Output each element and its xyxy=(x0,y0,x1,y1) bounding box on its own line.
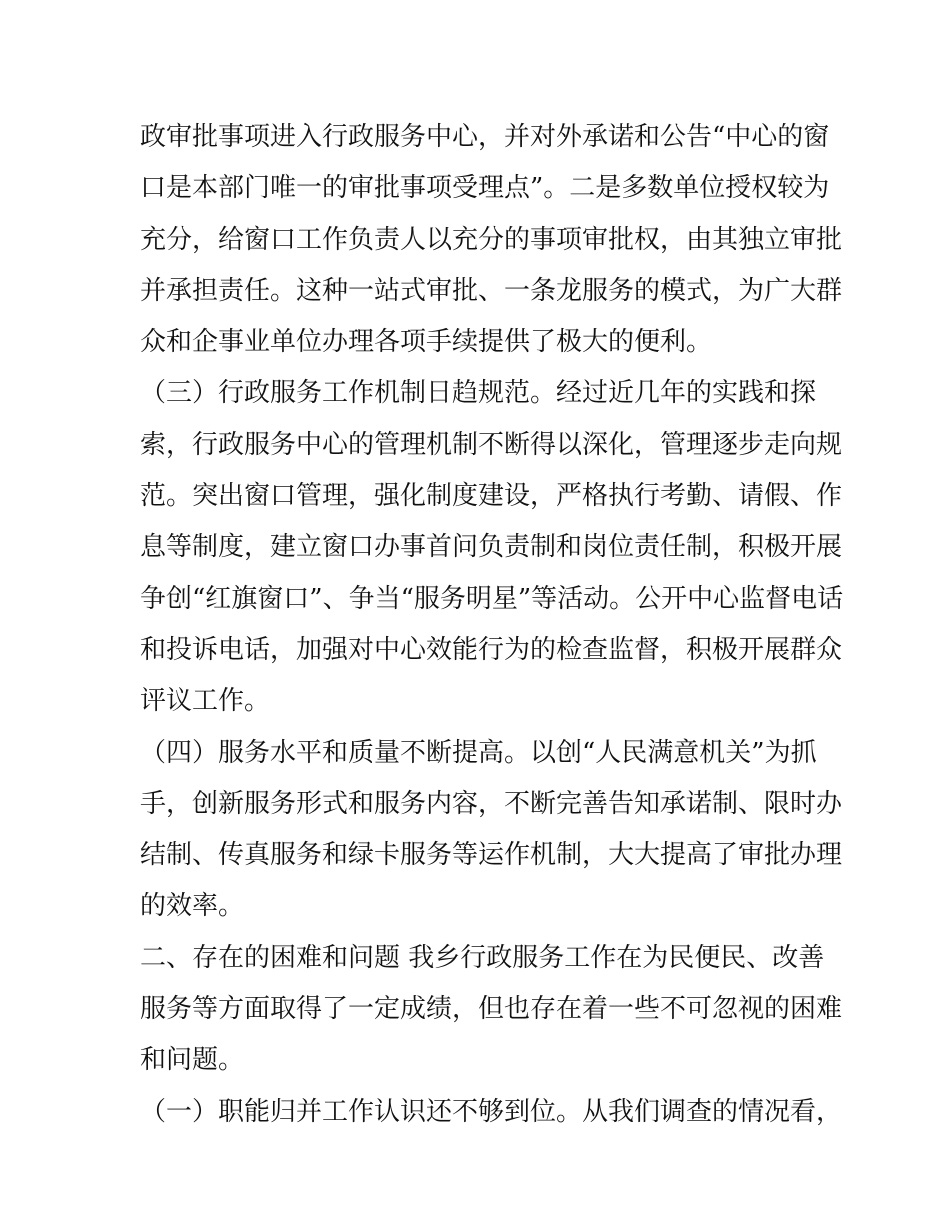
text-line: 口是本部门唯一的审批事项受理点”。二是多数单位授权较为 xyxy=(140,173,830,204)
text-line: 范。突出窗口管理，强化制度建设，严格执行考勤、请假、作 xyxy=(140,481,843,512)
text-line: 结制、传真服务和绿卡服务等运作机制，大大提高了审批办理 xyxy=(140,840,843,871)
text-line: 争创“红旗窗口”、争当“服务明星”等活动。公开中心监督电话 xyxy=(140,583,844,614)
section-heading-line: 二、存在的困难和问题 我乡行政服务工作在为民便民、改善 xyxy=(140,942,825,973)
text-line: 和问题。 xyxy=(140,1045,245,1076)
text-line: 评议工作。 xyxy=(140,686,271,717)
text-line: 索，行政服务中心的管理机制不断得以深化，管理逐步走向规 xyxy=(140,429,843,460)
section-heading-line: （一）职能归并工作认识还不够到位。从我们调查的情况看， xyxy=(140,1096,843,1127)
document-body xyxy=(140,112,844,1138)
section-heading-line: （四）服务水平和质量不断提高。以创“人民满意机关”为抓 xyxy=(140,737,817,768)
text-line: 并承担责任。这种一站式审批、一条龙服务的模式，为广大群 xyxy=(140,275,843,306)
text-line: 充分，给窗口工作负责人以充分的事项审批权，由其独立审批 xyxy=(140,224,843,255)
text-line: 众和企事业单位办理各项手续提供了极大的便利。 xyxy=(140,327,713,358)
text-line: 手，创新服务形式和服务内容，不断完善告知承诺制、限时办 xyxy=(140,788,843,819)
text-line: 的效率。 xyxy=(140,891,245,922)
text-line: 政审批事项进入行政服务中心，并对外承诺和公告“中心的窗 xyxy=(140,122,830,152)
section-heading-line: （三）行政服务工作机制日趋规范。经过近几年的实践和探 xyxy=(140,378,817,409)
text-line: 息等制度，建立窗口办事首问负责制和岗位责任制，积极开展 xyxy=(140,532,843,563)
text-line: 服务等方面取得了一定成绩，但也存在着一些不可忽视的困难 xyxy=(140,994,843,1025)
text-line: 和投诉电话，加强对中心效能行为的检查监督，积极开展群众 xyxy=(140,634,843,665)
